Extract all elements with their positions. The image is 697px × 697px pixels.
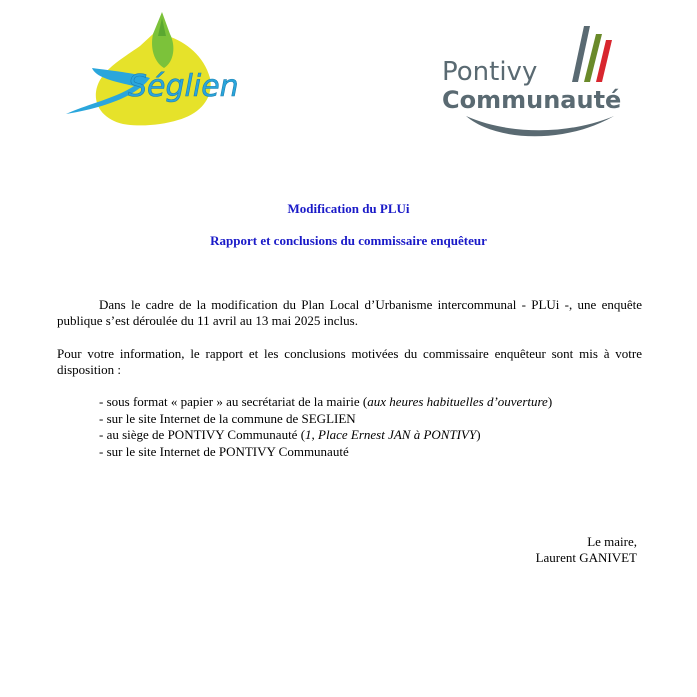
list-item: - sous format « papier » au secrétariat de la mairie (aux heures habituelles d’ouverture) — [99, 394, 553, 409]
list-item: - au siège de PONTIVY Communauté (1, Place Ernest JAN à PONTIVY) — [99, 427, 481, 442]
intro-paragraph: Dans le cadre de la modification du Plan Local d’Urbanisme intercommunal - PLUi -, une enquête publique s’est déroulée du 11 avril au 13 mai 2025 inclus. — [57, 297, 642, 328]
pontivy-logo-line1: Pontivy — [442, 57, 538, 87]
pontivy-swoosh — [466, 116, 614, 136]
list-item: - sur le site Internet de la commune de SEGLIEN — [99, 410, 356, 426]
signature-block — [536, 534, 637, 566]
pontivy-bars — [572, 26, 612, 82]
document-subtitle: Rapport et conclusions du commissaire enquêteur — [210, 233, 487, 248]
signature-role: Le maire, — [587, 534, 637, 549]
signature-name: Laurent GANIVET — [535, 550, 637, 565]
info-paragraph: Pour votre information, le rapport et les conclusions motivées du commissaire enquêteur sont mis à votre disposition : — [57, 346, 642, 377]
pontivy-logo-line2: Communauté — [442, 86, 622, 114]
seglien-logo-text: Séglien — [128, 69, 239, 104]
document-title: Modification du PLUi — [287, 201, 410, 216]
availability-list — [99, 394, 639, 460]
list-item: - sur le site Internet de PONTIVY Communauté — [99, 443, 349, 459]
pontivy-communaute-logo — [436, 20, 636, 150]
seglien-logo — [58, 6, 248, 136]
